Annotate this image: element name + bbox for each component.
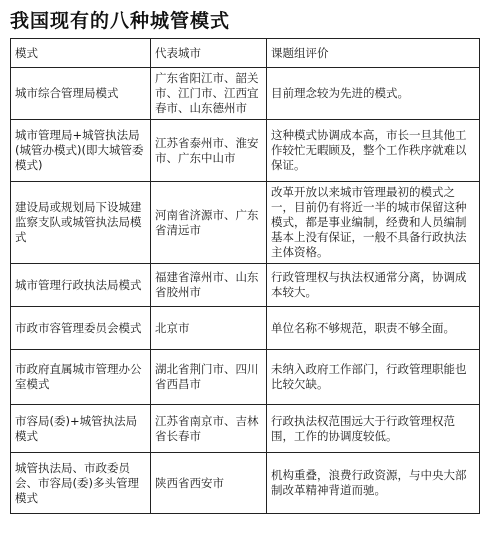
table-row [11, 307, 480, 350]
cities-cell: 广东省阳江市、韶关市、江门市、江西宜春市、山东德州市 [151, 68, 267, 120]
evaluation-cell: 单位名称不够规范，职责不够全面。 [267, 307, 480, 350]
evaluation-cell: 这种模式协调成本高，市长一旦其他工作较忙无暇顾及，整个工作秩序就难以保证。 [267, 120, 480, 182]
table-row [11, 264, 480, 307]
table-row [11, 182, 480, 264]
header-cities: 代表城市 [151, 39, 267, 68]
evaluation-cell: 机构重叠，浪费行政资源，与中央大部制改革精神背道而驰。 [267, 453, 480, 514]
cities-cell: 江苏省南京市、吉林省长春市 [151, 405, 267, 453]
table-row [11, 350, 480, 405]
mode-cell: 市政市容管理委员会模式 [11, 307, 151, 350]
table-row [11, 68, 480, 120]
cities-cell: 河南省济源市、广东省清远市 [151, 182, 267, 264]
cities-cell: 北京市 [151, 307, 267, 350]
mode-cell: 建设局或规划局下设城建监察支队或城管执法局模式 [11, 182, 151, 264]
mode-cell: 城市综合管理局模式 [11, 68, 151, 120]
city-management-table [10, 38, 480, 514]
table-header-row [11, 39, 480, 68]
evaluation-cell: 目前理念较为先进的模式。 [267, 68, 480, 120]
mode-cell: 市容局(委)+城管执法局模式 [11, 405, 151, 453]
cities-cell: 陕西省西安市 [151, 453, 267, 514]
header-mode: 模式 [11, 39, 151, 68]
page-title: 我国现有的八种城管模式 [10, 10, 231, 32]
mode-cell: 城市管理行政执法局模式 [11, 264, 151, 307]
mode-cell: 城市管理局+城管执法局(城管办模式)(即大城管委模式) [11, 120, 151, 182]
cities-cell: 湖北省荆门市、四川省西昌市 [151, 350, 267, 405]
evaluation-cell: 行政管理权与执法权通常分离，协调成本较大。 [267, 264, 480, 307]
mode-cell: 城管执法局、市政委员会、市容局(委)多头管理模式 [11, 453, 151, 514]
cities-cell: 江苏省泰州市、淮安市、广东中山市 [151, 120, 267, 182]
evaluation-cell: 行政执法权范围远大于行政管理权范围，工作的协调度较低。 [267, 405, 480, 453]
mode-cell: 市政府直属城市管理办公室模式 [11, 350, 151, 405]
evaluation-cell: 未纳入政府工作部门，行政管理职能也比较欠缺。 [267, 350, 480, 405]
evaluation-cell: 改革开放以来城市管理最初的模式之一，目前仍有将近一半的城市保留这种模式，都是事业编制，经费和人员编制基本上没有保证，一般不具备行政执法主体资格。 [267, 182, 480, 264]
header-evaluation: 课题组评价 [267, 39, 480, 68]
table-row [11, 453, 480, 514]
cities-cell: 福建省漳州市、山东省胶州市 [151, 264, 267, 307]
table-row [11, 120, 480, 182]
table-row [11, 405, 480, 453]
